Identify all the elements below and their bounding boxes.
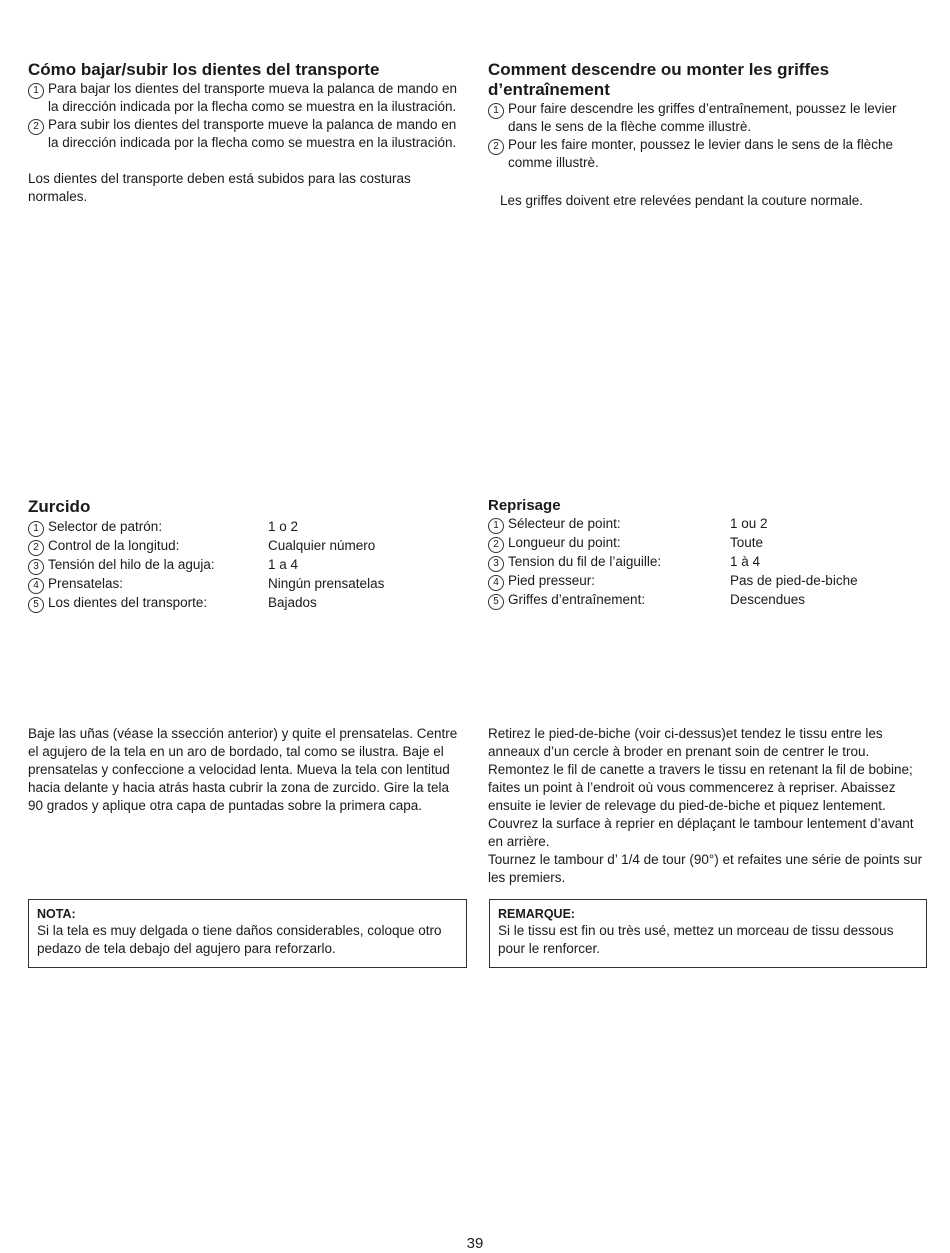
es-darn-instructions: Baje las uñas (véase la ssección anterior) y quite el prensatelas. Centre el agujero de la tela en un aro de bordado, tal como se ilustra. Baje el prensatelas y confeccione a velocidad lenta. Mueva la tela con lentitud hacia delante y hacia atrás hasta cubrir la zona de zurcido. Gire la tela 90 grados y aplique otra capa de puntadas sobre la primera capa. bbox=[28, 726, 458, 813]
fr-feed-note: Les griffes doivent etre relevées pendant la couture normale. bbox=[500, 193, 863, 208]
fr-darn-instructions: Retirez le pied-de-biche (voir ci-dessus)et tendez le tissu entre les anneaux d’un cercle à broder en prenant soin de centrer le trou. Remontez le fil de canette a travers le tissu en retenant la fil de bobine; faites un point à l’endroit où vous commencerez à repriser. Abaissez ensuite ie levier de relevage du pied-de-biche et piquez lentement. Couvrez la surface à reprier en déplaçant le tambour lentement d’avant en arrière. bbox=[488, 726, 914, 849]
fr-darn-title: Reprisage bbox=[488, 497, 561, 514]
fr-note-text: Si le tissu est fin ou très usé, mettez un morceau de tissu dessous pour le renforcer. bbox=[498, 923, 894, 956]
fr-feed-steps bbox=[488, 100, 918, 172]
fr-note-box bbox=[489, 899, 927, 968]
table-row: 3 Tensión del hilo de la aguja: 1 a 4 bbox=[28, 556, 384, 575]
list-item: 2 Pour les faire monter, poussez le levier dans le sens de la flèche comme illustrè. bbox=[488, 136, 918, 172]
fr-darn-settings bbox=[488, 515, 858, 610]
es-darn-settings bbox=[28, 518, 384, 613]
fr-darn-section bbox=[488, 497, 918, 610]
table-row: 4 Prensatelas: Ningún prensatelas bbox=[28, 575, 384, 594]
es-note-text: Si la tela es muy delgada o tiene daños considerables, coloque otro pedazo de tela debajo del agujero para reforzarlo. bbox=[37, 923, 442, 956]
table-row: 5 Griffes d’entraînement: Descendues bbox=[488, 591, 858, 610]
list-item: 1 Para bajar los dientes del transporte mueva la palanca de mando en la dirección indicada por la flecha como se muestra en la ilustración. bbox=[28, 80, 468, 116]
es-feed-section bbox=[28, 60, 468, 206]
table-row: 2 Longueur du point: Toute bbox=[488, 534, 858, 553]
table-row: 5 Los dientes del transporte: Bajados bbox=[28, 594, 384, 613]
list-item: 1 Pour faire descendre les griffes d’entraînement, poussez le levier dans le sens de la flèche comme illustrè. bbox=[488, 100, 918, 136]
table-row: 4 Pied presseur: Pas de pied-de-biche bbox=[488, 572, 858, 591]
es-feed-steps bbox=[28, 80, 468, 152]
es-darn-section bbox=[28, 497, 468, 613]
es-darn-title: Zurcido bbox=[28, 497, 91, 516]
list-item: 2 Para subir los dientes del transporte mueve la palanca de mando en la dirección indicada por la flecha como se muestra en la ilustración. bbox=[28, 116, 468, 152]
table-row: 3 Tension du fil de l’aiguille: 1 à 4 bbox=[488, 553, 858, 572]
es-feed-title: Cómo bajar/subir los dientes del transporte bbox=[28, 60, 380, 79]
page-number: 39 bbox=[466, 1235, 484, 1252]
es-note-box bbox=[28, 899, 467, 968]
fr-feed-section bbox=[488, 60, 918, 210]
fr-darn-instructions-block bbox=[488, 725, 926, 887]
table-row: 1 Sélecteur de point: 1 ou 2 bbox=[488, 515, 858, 534]
table-row: 2 Control de la longitud: Cualquier número bbox=[28, 537, 384, 556]
fr-darn-instructions-2: Tournez le tambour d’ 1/4 de tour (90°) et refaites une série de points sur les premiers. bbox=[488, 852, 923, 885]
fr-note-label: REMARQUE: bbox=[498, 907, 576, 921]
es-feed-note: Los dientes del transporte deben está subidos para las costuras normales. bbox=[28, 171, 411, 204]
fr-feed-title: Comment descendre ou monter les griffes d’entraînement bbox=[488, 60, 830, 99]
es-note-label: NOTA: bbox=[37, 907, 76, 921]
table-row: 1 Selector de patrón: 1 o 2 bbox=[28, 518, 384, 537]
